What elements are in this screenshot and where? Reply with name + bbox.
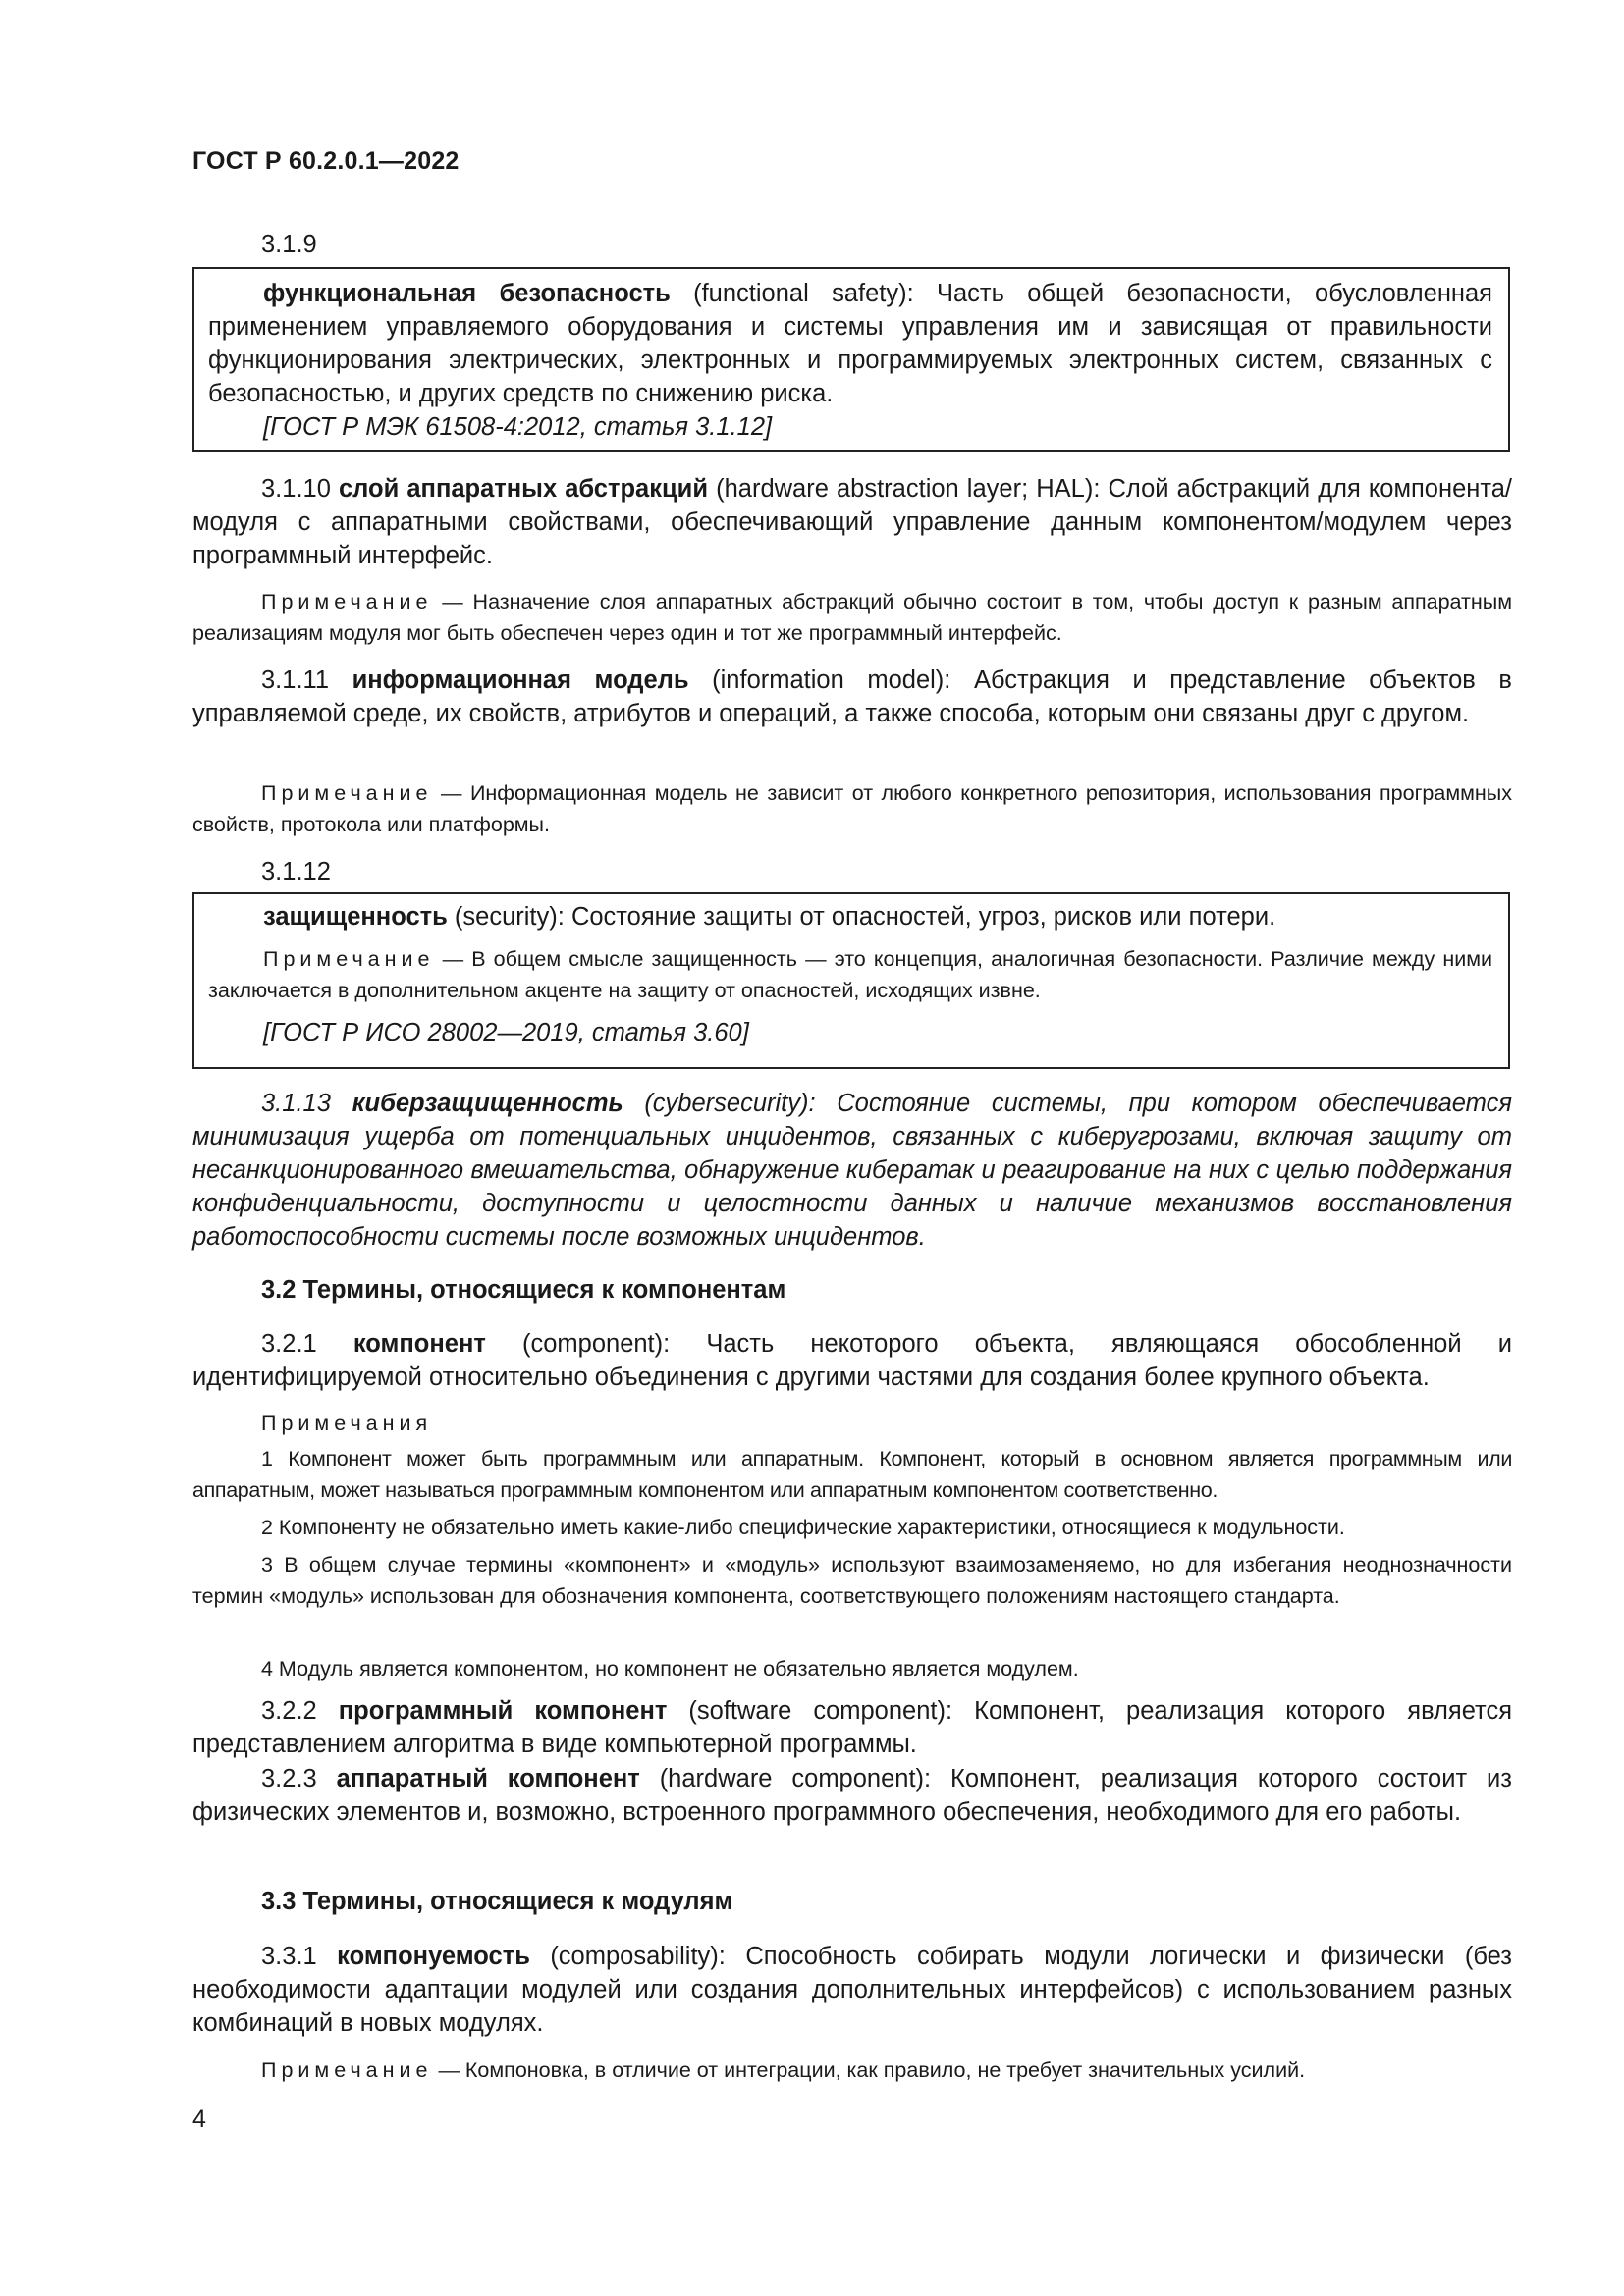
page-number: 4 bbox=[192, 2106, 206, 2133]
term-3-2-1-en: (component): bbox=[521, 1330, 671, 1358]
term-3-2-3-text: Компонент, реализация которого состоит из физических элементов и, возможно, встроенного программного обеспечения, необходимого для его работы. bbox=[192, 1765, 1512, 1826]
term-3-1-12-en: (security): bbox=[454, 903, 565, 931]
term-3-1-10-text: Слой абстракций для компонента/модуля с аппаратными свойствами, обеспечивающий управление данным компонентом/модулем через программный интерфейс. bbox=[192, 475, 1512, 569]
term-3-1-9-definition bbox=[208, 277, 1492, 410]
term-3-2-3 bbox=[192, 1762, 1512, 1829]
term-3-1-11-text: Абстракция и представление объектов в управляемой среде, их свойств, атрибутов и операций, а также способа, которым они связаны друг с другом. bbox=[192, 667, 1512, 727]
term-3-1-9-source: [ГОСТ Р МЭК 61508-4:2012, статья 3.1.12] bbox=[263, 413, 773, 441]
term-3-2-2-number: 3.2.2 bbox=[261, 1697, 317, 1725]
term-3-2-2-term: программный компонент bbox=[338, 1697, 668, 1725]
term-3-1-12-source: [ГОСТ Р ИСО 28002—2019, статья 3.60] bbox=[263, 1019, 749, 1046]
term-3-1-10-en: (hardware abstraction layer; HAL): bbox=[716, 475, 1101, 503]
term-3-1-10-term: слой аппаратных абстракций bbox=[338, 475, 709, 503]
term-3-1-10 bbox=[192, 472, 1512, 572]
term-3-2-3-term: аппаратный компонент bbox=[336, 1765, 640, 1792]
term-3-2-2-en: (software component): bbox=[688, 1697, 953, 1725]
term-3-2-1-note-4: 4 Модуль является компонентом, но компонент не обязательно является модулем. bbox=[261, 1657, 1079, 1681]
term-3-1-11-term: информационная модель bbox=[352, 667, 689, 694]
term-3-3-1-en: (composability): bbox=[550, 1943, 726, 1970]
term-box-3-1-9 bbox=[192, 267, 1510, 452]
term-3-3-1-note bbox=[192, 2055, 1512, 2086]
term-3-3-1 bbox=[192, 1940, 1512, 2040]
term-3-2-1-number: 3.2.1 bbox=[261, 1330, 317, 1358]
term-3-2-1-note-3: 3 В общем случае термины «компонент» и «модуль» используют взаимозаменяемо, но для избегания неоднозначности термин «модуль» использован для обозначения компонента, соответствующего положениям настоящего стандарта. bbox=[192, 1553, 1512, 1608]
term-3-1-9-en: (functional safety): bbox=[693, 280, 914, 307]
term-box-3-1-12 bbox=[192, 892, 1510, 1069]
term-3-2-1-notes-label bbox=[192, 1408, 1512, 1439]
term-3-1-11-note bbox=[192, 777, 1512, 840]
term-3-2-2-text: Компонент, реализация которого является представлением алгоритма в виде компьютерной программы. bbox=[192, 1697, 1513, 1758]
term-number-3-1-12: 3.1.12 bbox=[261, 858, 331, 885]
term-3-2-1-note-2: 2 Компоненту не обязательно иметь какие-либо специфические характеристики, относящиеся к модульности. bbox=[261, 1516, 1345, 1539]
term-number-3-1-9: 3.1.9 bbox=[261, 231, 317, 258]
note-text: — Информационная модель не зависит от любого конкретного репозитория, использования программных свойств, протокола или платформы. bbox=[192, 781, 1512, 836]
term-3-2-1-term: компонент bbox=[352, 1330, 486, 1358]
document-code-header: ГОСТ Р 60.2.0.1—2022 bbox=[192, 147, 460, 175]
section-heading-3-3: 3.3 Термины, относящиеся к модулям bbox=[261, 1888, 733, 1915]
note-label: Примечание bbox=[261, 2058, 433, 2082]
note-label: Примечание bbox=[263, 947, 435, 971]
term-3-2-3-en: (hardware component): bbox=[659, 1765, 932, 1792]
term-3-1-12-definition bbox=[208, 900, 1492, 934]
term-3-1-10-note bbox=[192, 586, 1512, 649]
term-3-1-13 bbox=[192, 1087, 1512, 1254]
term-3-2-2 bbox=[192, 1694, 1512, 1761]
term-3-2-3-number: 3.2.3 bbox=[261, 1765, 317, 1792]
term-3-1-11 bbox=[192, 664, 1512, 730]
term-3-1-9-term: функциональная безопасность bbox=[263, 280, 671, 307]
term-3-3-1-text: Способность собирать модули логически и физически (без необходимости адаптации модулей или создания дополнительных интерфейсов) с использованием разных комбинаций в новых модулях. bbox=[192, 1943, 1512, 2037]
term-3-1-9-text: Часть общей безопасности, обусловленная применением управляемого оборудования и системы управления им и зависящая от правильности функционирования электрических, электронных и программируемых электронных систем, связанных с безопасностью, и других средств по снижению риска. bbox=[208, 280, 1492, 407]
term-3-3-1-term: компонуемость bbox=[337, 1943, 530, 1970]
term-3-1-12-note bbox=[208, 943, 1492, 1006]
note-text: — В общем смысле защищенность — это концепция, аналогичная безопасности. Различие между ними заключается в дополнительном акценте на защиту от опасностей, исходящих извне. bbox=[208, 947, 1492, 1002]
term-3-1-13-text: Состояние системы, при котором обеспечивается минимизация ущерба от потенциальных инцидентов, связанных с киберугрозами, включая защиту от несанкционированного вмешательства, обнаружение кибератак и реагирование на них с целью поддержания конфиденциальности, доступности и целостности данных и наличие механизмов восстановления работоспособности системы после возможных инцидентов. bbox=[192, 1090, 1513, 1251]
note-label: Примечание bbox=[261, 781, 433, 805]
term-3-1-11-en: (information model): bbox=[712, 667, 951, 694]
notes-label: Примечания bbox=[261, 1412, 433, 1435]
note-label: Примечание bbox=[261, 590, 433, 614]
term-3-1-12-text: Состояние защиты от опасностей, угроз, рисков или потери. bbox=[570, 903, 1276, 931]
section-heading-3-2: 3.2 Термины, относящиеся к компонентам bbox=[261, 1276, 786, 1304]
term-3-1-12-term: защищенность bbox=[263, 903, 448, 931]
term-3-2-1-note-1: 1 Компонент может быть программным или аппаратным. Компонент, который в основном является программным или аппаратным, может называться программным компонентом или аппаратным компонентом соответственно. bbox=[192, 1447, 1512, 1502]
term-3-1-13-term: киберзащищенность bbox=[352, 1090, 623, 1117]
term-3-1-13-en: (cybersecurity): bbox=[644, 1090, 816, 1117]
term-3-1-10-number: 3.1.10 bbox=[261, 475, 331, 503]
term-3-1-11-number: 3.1.11 bbox=[261, 667, 330, 694]
term-3-1-13-number: 3.1.13 bbox=[261, 1090, 331, 1117]
note-text: — Компоновка, в отличие от интеграции, как правило, не требует значительных усилий. bbox=[438, 2058, 1306, 2082]
term-3-2-1 bbox=[192, 1327, 1512, 1394]
term-3-2-1-text: Часть некоторого объекта, являющаяся обособленной и идентифицируемой относительно объединения с другими частями для создания более крупного объекта. bbox=[192, 1330, 1512, 1391]
note-text: — Назначение слоя аппаратных абстракций обычно состоит в том, чтобы доступ к разным аппаратным реализациям модуля мог быть обеспечен через один и тот же программный интерфейс. bbox=[192, 590, 1512, 645]
term-3-3-1-number: 3.3.1 bbox=[261, 1943, 317, 1970]
